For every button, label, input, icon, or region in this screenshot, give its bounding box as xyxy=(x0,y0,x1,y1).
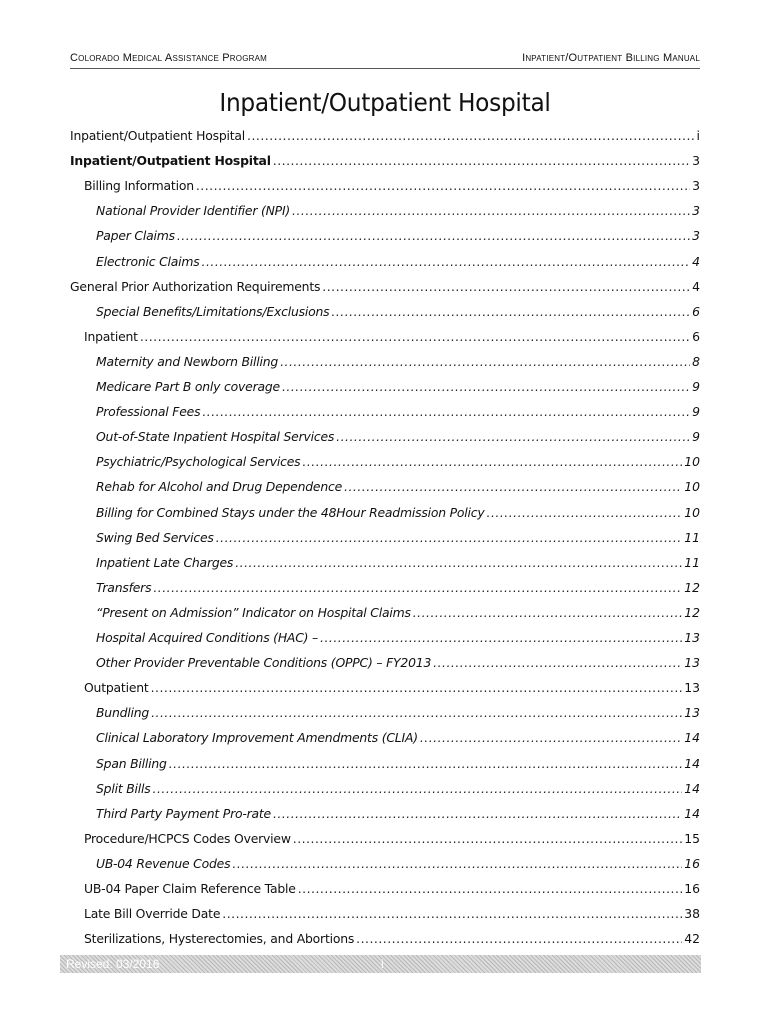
toc-entry-page: 42 xyxy=(684,931,700,947)
toc-dot-leader xyxy=(413,605,682,620)
toc-entry-title: Inpatient/Outpatient Hospital xyxy=(70,128,246,143)
toc-entry[interactable] xyxy=(70,128,700,148)
toc-entry[interactable] xyxy=(70,354,700,374)
toc-entry[interactable] xyxy=(70,756,700,776)
toc-dot-leader xyxy=(293,831,682,846)
toc-dot-leader xyxy=(222,906,682,921)
header-program-name: Colorado Medical Assistance Program xyxy=(70,52,267,64)
footer-revised-date: Revised: 03/2016 xyxy=(66,957,160,971)
toc-entry-title: Procedure/HCPCS Codes Overview xyxy=(84,830,291,846)
toc-entry-title: Billing for Combined Stays under the 48Hour Readmission Policy xyxy=(96,504,485,520)
toc-entry[interactable] xyxy=(70,379,700,399)
toc-dot-leader xyxy=(322,279,690,294)
toc-entry-page: 16 xyxy=(684,855,700,871)
toc-entry-page: 38 xyxy=(684,906,700,922)
toc-entry[interactable] xyxy=(70,555,700,575)
toc-dot-leader xyxy=(336,429,690,444)
toc-dot-leader xyxy=(487,505,683,520)
toc-dot-leader xyxy=(202,404,690,419)
toc-entry-page: 13 xyxy=(684,680,700,696)
toc-entry[interactable] xyxy=(70,530,700,550)
toc-entry-title: National Provider Identifier (NPI) xyxy=(96,203,291,219)
toc-dot-leader xyxy=(298,881,683,896)
toc-entry[interactable] xyxy=(70,630,700,650)
toc-entry-title: Late Bill Override Date xyxy=(84,906,221,922)
toc-entry[interactable] xyxy=(70,279,700,299)
toc-entry-page: 11 xyxy=(684,529,700,545)
toc-entry-page: 14 xyxy=(684,780,700,796)
toc-entry-page: 11 xyxy=(684,554,700,570)
toc-entry-page: 9 xyxy=(692,404,700,420)
toc-entry-title: Split Bills xyxy=(96,780,151,796)
toc-entry-title: Bundling xyxy=(96,705,150,721)
toc-entry[interactable] xyxy=(70,254,700,274)
document-title: Inpatient/Outpatient Hospital xyxy=(219,88,551,117)
page-header xyxy=(70,50,700,69)
toc-entry[interactable] xyxy=(70,806,700,826)
toc-entry-title: Outpatient xyxy=(84,680,149,696)
toc-dot-leader xyxy=(292,203,690,218)
toc-dot-leader xyxy=(140,329,690,344)
toc-entry-title: Swing Bed Services xyxy=(96,529,214,545)
toc-entry-title: Sterilizations, Hysterectomies, and Abortions xyxy=(84,931,355,947)
toc-entry[interactable] xyxy=(70,203,700,223)
toc-entry-page: 9 xyxy=(692,429,700,445)
toc-entry-page: 10 xyxy=(684,479,700,495)
toc-entry-title: “Present on Admission” Indicator on Hospital Claims xyxy=(96,604,411,620)
toc-entry-title: General Prior Authorization Requirements xyxy=(70,278,321,294)
toc-entry[interactable] xyxy=(70,228,700,248)
toc-entry-title: Paper Claims xyxy=(96,228,175,244)
toc-dot-leader xyxy=(177,228,690,243)
page-footer xyxy=(60,955,701,973)
toc-entry-title: Transfers xyxy=(96,579,152,595)
toc-dot-leader xyxy=(356,931,682,946)
toc-dot-leader xyxy=(344,479,682,494)
toc-entry-page: 12 xyxy=(684,604,700,620)
toc-dot-leader xyxy=(232,856,682,871)
toc-entry-title: UB-04 Revenue Codes xyxy=(96,855,231,871)
toc-entry-title: Other Provider Preventable Conditions (OPPC) – FY2013 xyxy=(96,655,432,671)
toc-dot-leader xyxy=(169,756,683,771)
toc-entry[interactable] xyxy=(70,580,700,600)
toc-entry-page: 14 xyxy=(684,805,700,821)
toc-entry-page: 4 xyxy=(692,278,700,294)
toc-entry[interactable] xyxy=(70,429,700,449)
toc-entry-title: Third Party Payment Pro-rate xyxy=(96,805,271,821)
toc-entry-title: Special Benefits/Limitations/Exclusions xyxy=(96,303,330,319)
footer-page-number: i xyxy=(381,957,384,971)
toc-entry-title: Inpatient Late Charges xyxy=(96,554,234,570)
toc-entry-title: UB-04 Paper Claim Reference Table xyxy=(84,881,296,896)
toc-entry-page: 4 xyxy=(692,253,700,269)
toc-entry[interactable] xyxy=(70,404,700,424)
toc-dot-leader xyxy=(235,555,682,570)
toc-entry-page: 10 xyxy=(684,454,700,470)
toc-entry-page: 14 xyxy=(684,755,700,771)
toc-dot-leader xyxy=(331,304,690,319)
toc-entry-page: 3 xyxy=(692,203,700,219)
toc-dot-leader xyxy=(420,730,682,745)
toc-entry[interactable] xyxy=(70,931,700,951)
toc-dot-leader xyxy=(320,630,682,645)
header-manual-name: Inpatient/Outpatient Billing Manual xyxy=(522,52,700,64)
toc-entry[interactable] xyxy=(70,505,700,525)
toc-dot-leader xyxy=(196,178,690,193)
toc-entry-title: Inpatient/Outpatient Hospital xyxy=(70,153,271,169)
toc-entry-title: Clinical Laboratory Improvement Amendments (CLIA) xyxy=(96,730,418,746)
toc-entry-title: Hospital Acquired Conditions (HAC) – xyxy=(96,630,319,645)
toc-entry[interactable] xyxy=(70,304,700,324)
toc-entry-title: Professional Fees xyxy=(96,404,201,420)
toc-entry[interactable] xyxy=(70,454,700,474)
toc-dot-leader xyxy=(151,705,682,720)
toc-entry[interactable] xyxy=(70,479,700,499)
toc-entry-page: 8 xyxy=(692,353,700,369)
toc-entry-title: Span Billing xyxy=(96,755,167,771)
toc-entry-title: Electronic Claims xyxy=(96,253,200,269)
toc-entry-title: Maternity and Newborn Billing xyxy=(96,353,279,369)
toc-entry-title: Inpatient xyxy=(84,328,138,344)
toc-entry-page: 13 xyxy=(684,655,700,671)
toc-dot-leader xyxy=(247,128,695,143)
toc-entry[interactable] xyxy=(70,680,700,700)
toc-entry-page: 13 xyxy=(684,705,700,721)
toc-dot-leader xyxy=(151,680,683,695)
toc-dot-leader xyxy=(202,254,691,269)
toc-entry[interactable] xyxy=(70,881,700,901)
toc-dot-leader xyxy=(153,781,683,796)
toc-entry-page: 3 xyxy=(692,228,700,244)
toc-entry[interactable] xyxy=(70,856,700,876)
toc-dot-leader xyxy=(153,580,682,595)
toc-dot-leader xyxy=(273,153,690,168)
toc-entry-page: 16 xyxy=(684,881,700,896)
toc-dot-leader xyxy=(302,454,682,469)
toc-dot-leader xyxy=(216,530,683,545)
toc-entry[interactable] xyxy=(70,730,700,750)
toc-entry-page: i xyxy=(696,128,700,143)
toc-dot-leader xyxy=(280,354,690,369)
toc-entry[interactable] xyxy=(70,178,700,198)
toc-entry[interactable] xyxy=(70,831,700,851)
toc-entry-page: 14 xyxy=(684,730,700,746)
toc-dot-leader xyxy=(273,806,682,821)
toc-entry[interactable] xyxy=(70,153,700,173)
toc-entry[interactable] xyxy=(70,329,700,349)
toc-entry-page: 9 xyxy=(692,379,700,394)
toc-entry[interactable] xyxy=(70,655,700,675)
toc-entry-title: Out-of-State Inpatient Hospital Services xyxy=(96,429,335,445)
toc-entry-page: 12 xyxy=(684,579,700,595)
toc-entry-page: 3 xyxy=(692,153,700,169)
toc-entry[interactable] xyxy=(70,906,700,926)
toc-entry-page: 6 xyxy=(692,303,700,319)
toc-entry-page: 13 xyxy=(684,630,700,645)
toc-entry-page: 6 xyxy=(692,328,700,344)
toc-entry[interactable] xyxy=(70,705,700,725)
toc-entry-title: Billing Information xyxy=(84,178,194,194)
toc-entry-page: 3 xyxy=(692,178,700,194)
toc-entry[interactable] xyxy=(70,781,700,801)
toc-entry-title: Medicare Part B only coverage xyxy=(96,379,280,394)
toc-dot-leader xyxy=(433,655,682,670)
toc-entry-page: 15 xyxy=(684,830,700,846)
toc-entry[interactable] xyxy=(70,605,700,625)
toc-entry-page: 10 xyxy=(684,504,700,520)
toc-dot-leader xyxy=(282,379,690,394)
toc-entry-title: Rehab for Alcohol and Drug Dependence xyxy=(96,479,343,495)
toc-entry-title: Psychiatric/Psychological Services xyxy=(96,454,301,470)
